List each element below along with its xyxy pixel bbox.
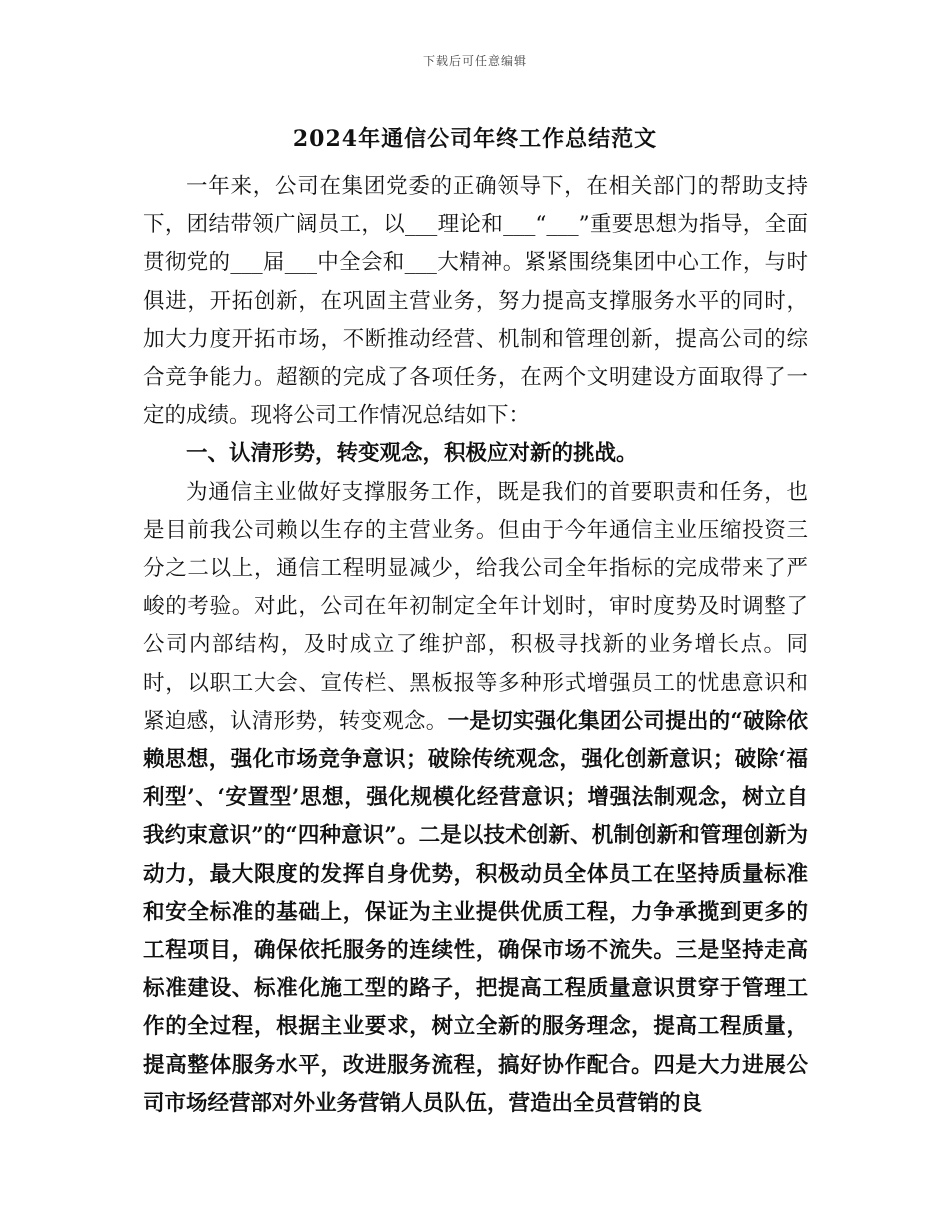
intro-paragraph: 一年来，公司在集团党委的正确领导下，在相关部门的帮助支持下，团结带领广阔员工，以___理论和___“___”重要思想为指导，全面贯彻党的___届___中全会和___大精神。紧紧围绕集团中心工作，与时俱进，开拓创新，在巩固主营业务，努力提高支撑服务水平的同时，加大力度开拓市场，不断推动经营、机制和管理创新，提高公司的综合竞争能力。超额的完成了各项任务，在两个文明建设方面取得了一定的成绩。现将公司工作情况总结如下： bbox=[143, 174, 808, 429]
page-header-note: 下载后可任意编辑 bbox=[422, 54, 527, 68]
section-1-paragraph bbox=[143, 474, 808, 1123]
section-1-plain-text: 为通信主业做好支撑服务工作，既是我们的首要职责和任务，也是目前我公司赖以生存的主营业务。但由于今年通信主业压缩投资三分之二以上，通信工程明显减少，给我公司全年指标的完成带来了严峻的考验。对此，公司在年初制定全年计划时，审时度势及时调整了公司内部结构，及时成立了维护部，积极寻找新的业务增长点。同时，以职工大会、宣传栏、黑板报等多种形式增强员工的忧患意识和紧迫感，认清形势，转变观念。 bbox=[143, 479, 808, 734]
document-title: 2024年通信公司年终工作总结范文 bbox=[292, 126, 658, 152]
section-1-heading: 一、认清形势，转变观念，积极应对新的挑战。 bbox=[186, 441, 638, 467]
document-body bbox=[143, 168, 808, 1123]
section-1-bold-text: 一是切实强化集团公司提出的“破除依赖思想，强化市场竞争意识；破除传统观念，强化创新意识；破除‘福利型’、‘安置型’思想，强化规模化经营意识；增强法制观念，树立自我约束意识”的“四种意识”。二是以技术创新、机制创新和管理创新为动力，最大限度的发挥自身优势，积极动员全体员工在坚持质量标准和安全标准的基础上，保证为主业提供优质工程，力争承揽到更多的工程项目，确保依托服务的连续性，确保市场不流失。三是坚持走高标准建设、标准化施工型的路子，把提高工程质量意识贯穿于管理工作的全过程，根据主业要求，树立全新的服务理念，提高工程质量，提高整体服务水平，改进服务流程，搞好协作配合。四是大力进展公司市场经营部对外业务营销人员队伍，营造出全员营销的良 bbox=[143, 708, 808, 1116]
